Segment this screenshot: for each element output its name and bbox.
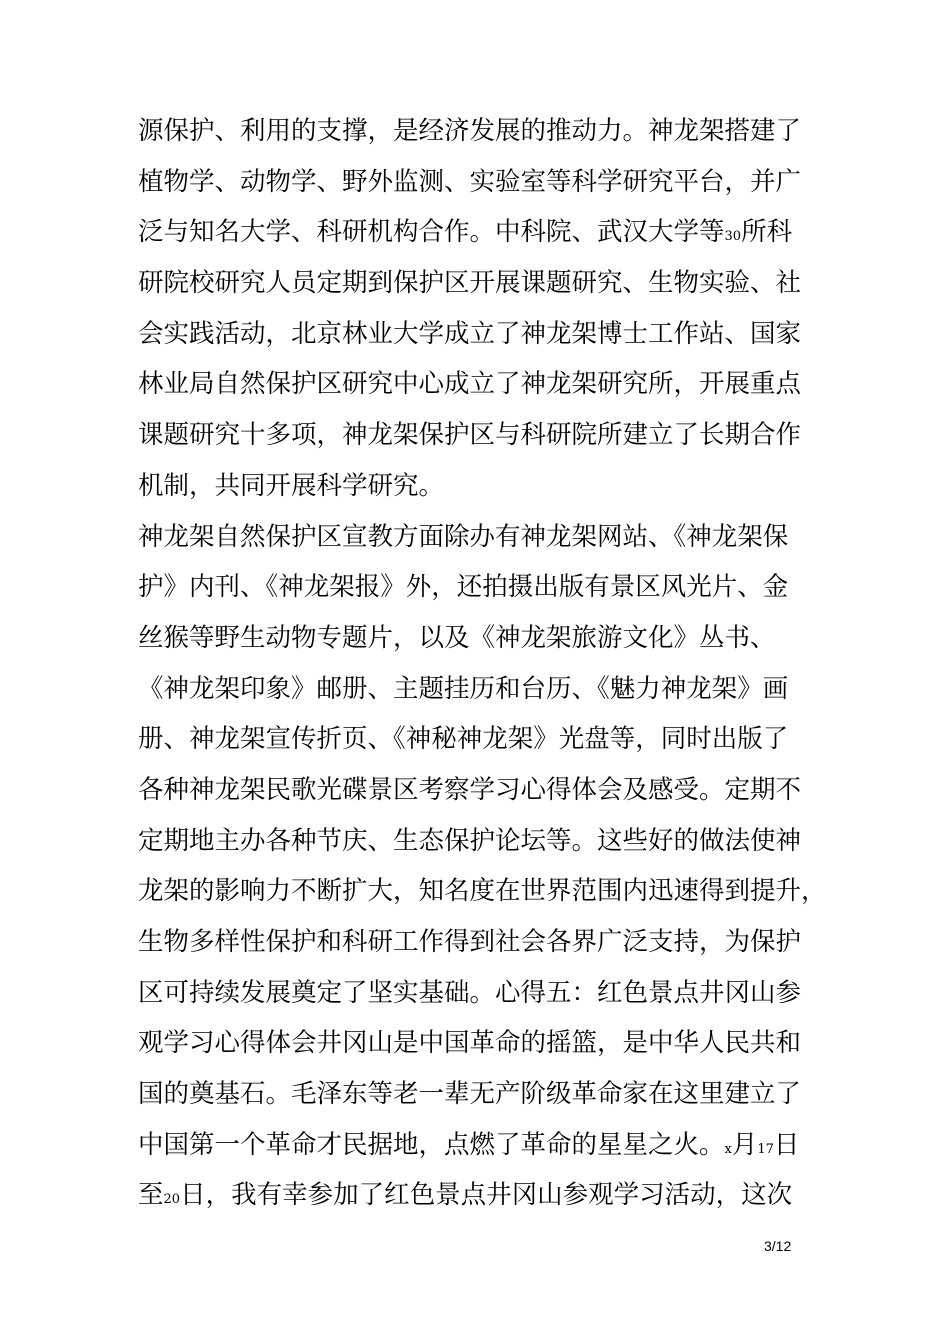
text-line: 国的奠基石。毛泽东等老一辈无产阶级革命家在这里建立了 <box>138 1079 802 1110</box>
text-line: 观学习心得体会井冈山是中国革命的摇篮，是中华人民共和 <box>138 1028 802 1059</box>
number-17: 17 <box>757 1141 774 1157</box>
text-line: 泛与知名大学、科研机构合作。中科院、武汉大学等30所科 <box>138 217 793 248</box>
text-line: 《神龙架印象》邮册、主题挂历和台历、《魅力神龙架》画 <box>138 673 789 704</box>
text-line: 丝猴等野生动物专题片，以及《神龙架旅游文化》丛书、 <box>138 622 776 653</box>
page-number: 3/12 <box>764 1238 792 1254</box>
text-line: 研院校研究人员定期到保护区开展课题研究、生物实验、社 <box>138 268 802 299</box>
text-line: 植物学、动物学、野外监测、实验室等科学研究平台，并广 <box>138 166 802 197</box>
text-line: 课题研究十多项，神龙架保护区与科研院所建立了长期合作 <box>138 420 802 451</box>
text-line: 生物多样性保护和科研工作得到社会各界广泛支持，为保护 <box>138 927 802 957</box>
text-line: 区可持续发展奠定了坚实基础。心得五：红色景点井冈山参 <box>138 977 802 1008</box>
text-line: 会实践活动，北京林业大学成立了神龙架博士工作站、国家 <box>138 318 802 349</box>
number-30: 30 <box>724 229 742 245</box>
text-line: 至20日，我有幸参加了红色景点井冈山参观学习活动，这次 <box>138 1180 793 1211</box>
text-line: 林业局自然保护区研究中心成立了神龙架研究所，开展重点 <box>138 369 802 400</box>
text-line: 神龙架自然保护区宣教方面除办有神龙架网站、《神龙架保 <box>138 521 789 552</box>
number-20: 20 <box>163 1192 181 1208</box>
text-line: 册、神龙架宣传折页、《神秘神龙架》光盘等，同时出版了 <box>138 724 789 755</box>
body-text <box>138 106 827 1221</box>
text-line: 各种神龙架民歌光碟景区考察学习心得体会及感受。定期不 <box>138 774 802 805</box>
text-line: 中国第一个革命才民据地，点燃了革命的星星之火。x月17日 <box>138 1129 800 1160</box>
month-x: x <box>724 1141 732 1157</box>
text-line: 护》内刊、《神龙架报》外，还拍摄出版有景区风光片、金 <box>138 572 789 603</box>
text-line: 源保护、利用的支撑，是经济发展的推动力。神龙架搭建了 <box>138 116 802 146</box>
text-line: 定期地主办各种节庆、生态保护论坛等。这些好的做法使神 <box>138 825 802 856</box>
text-line: 机制，共同开展科学研究。 <box>138 470 445 501</box>
text-line: 龙架的影响力不断扩大，知名度在世界范围内迅速得到提升， <box>138 876 827 907</box>
